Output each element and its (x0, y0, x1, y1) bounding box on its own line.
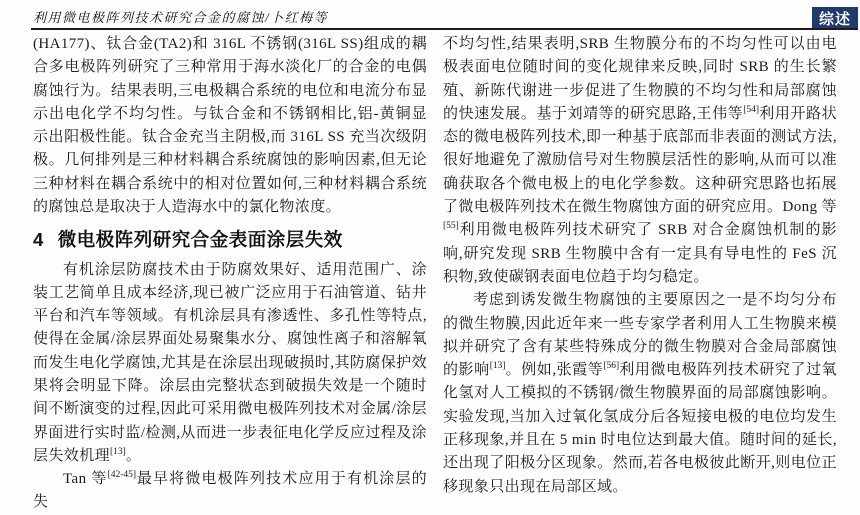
reference-superscript: [55] (443, 221, 459, 232)
reference-superscript: [56] (603, 361, 620, 372)
reference-superscript: [42-45] (107, 470, 137, 481)
paragraph-organic-coating: 有机涂层防腐技术由于防腐效果好、适用范围广、涂装工艺简单且成本经济,现已被广泛应用于石油管道、钻井平台和汽车等领域。有机涂层具有渗透性、多孔性等特点,使得在金属/涂层界面处易聚集水分、腐蚀性离子和溶解氧而发生电化学腐蚀,尤其是在涂层出现破损时,其防腐保护效果将会明显下降。涂层由完整状态到破损失效是一个随时间不断演变的过程,因此可采用微电极阵列技术对金属/涂层界面进行实时监/检测,从而进一步表征电化学反应过程及涂层失效机理[13]。 (33, 261, 427, 464)
review-badge: 综述 (812, 7, 858, 30)
two-column-body (33, 33, 837, 515)
right-column (443, 33, 837, 515)
running-title: 利用微电极阵列技术研究合金的腐蚀/卜红梅等 (33, 10, 329, 25)
section-heading (33, 228, 427, 251)
left-column (33, 33, 427, 515)
paragraph-srb-biofilm: 不均匀性,结果表明,SRB 生物膜分布的不均匀性可以由电极表面电位随时间的变化规律来反映,同时 SRB 的生长繁殖、新陈代谢进一步促进了生物膜的不均匀性和局部腐蚀的快速发展。基于刘靖等的研究思路,王伟等[54]利用开路状态的微电极阵列技术,即一种基于底部而非表面的测试方法,很好地避免了激励信号对生物膜层活性的影响,从而可以准确获取各个微电极上的电化学参数。这种研究思路也拓展了微电极阵列技术在微生物腐蚀方面的研究应用。Dong 等[55]利用微电极阵列技术研究了 SRB 对合金腐蚀机制的影响,研究发现 SRB 生物膜中含有一定具有导电性的 FeS 沉积物,致使碳钢表面电位趋于均匀稳定。 (443, 36, 837, 285)
reference-superscript: [54] (743, 104, 760, 115)
paragraph-tan-coating-failure: Tan 等[42-45]最早将微电极阵列技术应用于有机涂层的失 (33, 470, 428, 511)
section-title: 微电极阵列研究合金表面涂层失效 (57, 229, 343, 251)
reference-superscript: [13] (489, 361, 506, 372)
header-rule (31, 28, 858, 30)
page-header (0, 0, 860, 29)
reference-superscript: [13] (110, 446, 126, 457)
paragraph-artificial-biofilm: 考虑到诱发微生物腐蚀的主要原因之一是不均匀分布的微生物膜,因此近年来一些专家学者利用人工生物膜来模拟并研究了含有某些特殊成分的微生物膜对合金局部腐蚀的影响[13]。例如,张霞等[56]利用微电极阵列技术研究了过氧化氢对人工模拟的不锈钢/微生物膜界面的局部腐蚀影响。实验发现,当加入过氧化氢成分后各短接电极的电位均发生正移现象,并且在 5 min 时电位达到最大值。随时间的延长,还出现了阳极分区现象。然而,若各电极彼此断开,则电位正移现象只出现在局部区域。 (443, 292, 837, 495)
paragraph-galvanic-corrosion: (HA177)、钛合金(TA2)和 316L 不锈钢(316L SS)组成的耦合多电极阵列研究了三种常用于海水淡化厂的合金的电偶腐蚀行为。结果表明,三电极耦合系统的电位和电流分布显示出电化学不均匀性。与钛合金和不锈钢相比,铝-黄铜显示出阳极性能。钛合金充当主阴极,而 316L SS 充当次级阴极。几何排列是三种材料耦合系统腐蚀的影响因素,但无论三种材料在耦合系统中的相对位置如何,三种材料耦合系统的腐蚀总是取决于人造海水中的氯化物浓度。 (33, 36, 427, 216)
section-number: 4 (33, 229, 44, 251)
